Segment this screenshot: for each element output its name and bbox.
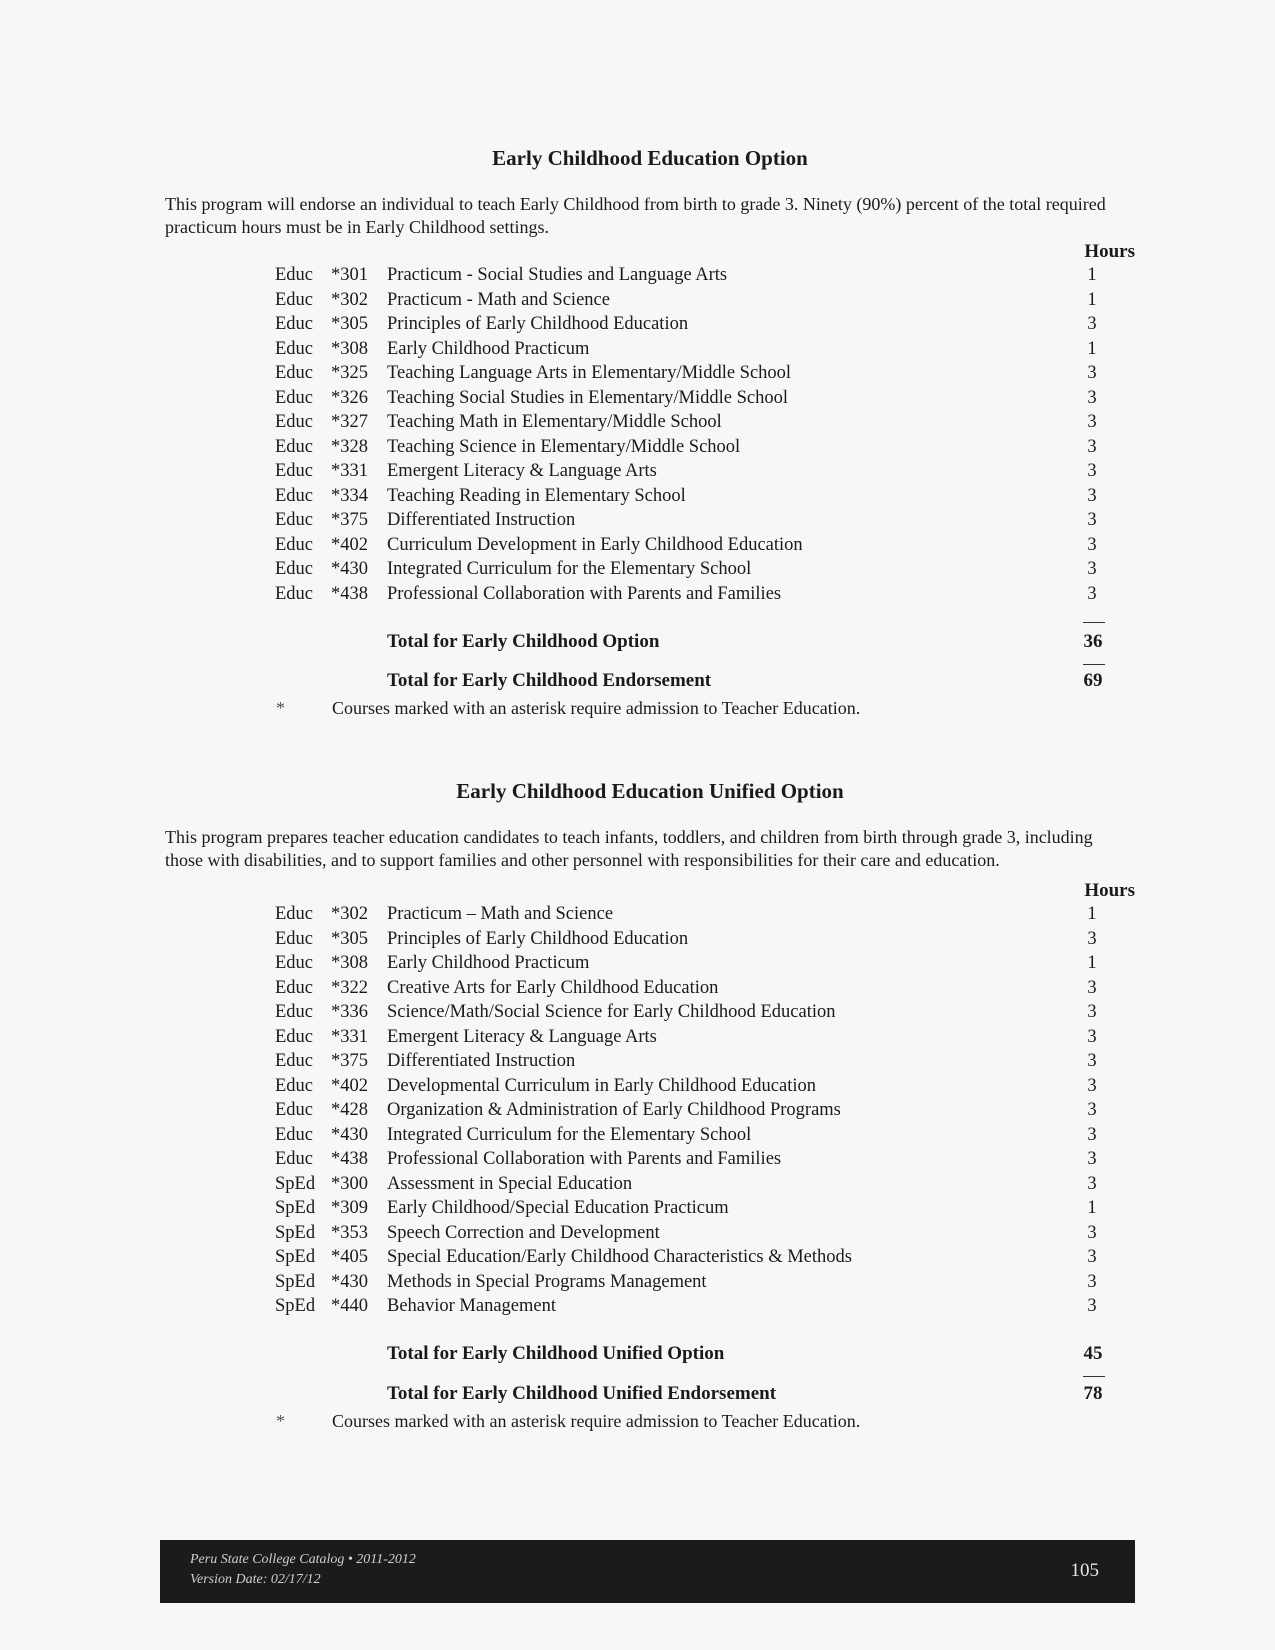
- course-dept: Educ: [275, 953, 314, 973]
- course-row: [165, 484, 1135, 509]
- course-row: [165, 410, 1135, 435]
- course-number: *438: [331, 1149, 368, 1169]
- asterisk-marker: *: [276, 698, 285, 718]
- course-hours: 3: [1087, 1173, 1097, 1194]
- total-option-row: [165, 1339, 1135, 1369]
- course-dept: SpEd: [275, 1296, 316, 1316]
- course-hours: 3: [1087, 1247, 1097, 1267]
- total-option-value: 36: [1083, 631, 1103, 652]
- course-number: *305: [331, 928, 368, 949]
- total-option-label: Total for Early Childhood Option: [387, 631, 660, 652]
- course-name: Teaching Math in Elementary/Middle School: [387, 412, 722, 432]
- course-number: *322: [331, 977, 368, 998]
- course-hours: 3: [1087, 436, 1097, 457]
- course-hours: 3: [1087, 1296, 1097, 1316]
- course-dept: Educ: [275, 559, 314, 579]
- course-hours: 1: [1087, 265, 1097, 285]
- course-number: *375: [331, 510, 368, 530]
- version-date: Version Date: 02/17/12: [190, 1572, 321, 1587]
- course-dept: SpEd: [275, 1222, 316, 1243]
- course-row: [165, 951, 1135, 976]
- course-number: *327: [331, 412, 368, 432]
- course-hours: 3: [1087, 1271, 1097, 1292]
- hours-header: Hours: [1084, 880, 1135, 901]
- course-hours: 1: [1087, 289, 1097, 310]
- course-name: Methods in Special Programs Management: [387, 1271, 707, 1292]
- total-option-label: Total for Early Childhood Unified Option: [387, 1342, 725, 1364]
- course-row: [165, 1098, 1135, 1123]
- course-name: Professional Collaboration with Parents and Families: [387, 1149, 782, 1169]
- course-name: Curriculum Development in Early Childhood Education: [387, 534, 803, 555]
- rule-row: [165, 657, 1135, 666]
- course-name: Teaching Reading in Elementary School: [387, 485, 686, 506]
- course-row: [165, 337, 1135, 362]
- course-name: Professional Collaboration with Parents and Families: [387, 583, 782, 604]
- course-number: *336: [331, 1002, 368, 1022]
- course-dept: Educ: [275, 1026, 314, 1047]
- course-row: [165, 508, 1135, 533]
- course-row: [165, 1245, 1135, 1270]
- course-name: Early Childhood Practicum: [387, 953, 590, 973]
- course-row: [165, 1147, 1135, 1172]
- course-number: *430: [331, 1271, 368, 1292]
- course-row: [165, 386, 1135, 411]
- course-number: *308: [331, 338, 368, 359]
- course-row: [165, 288, 1135, 313]
- course-dept: Educ: [275, 1149, 314, 1169]
- course-name: Developmental Curriculum in Early Childhood Education: [387, 1075, 817, 1096]
- page-footer: [160, 1540, 1135, 1603]
- course-dept: Educ: [275, 928, 314, 949]
- course-dept: SpEd: [275, 1173, 316, 1194]
- course-dept: Educ: [275, 485, 314, 506]
- total-endorsement-value: 69: [1083, 670, 1103, 691]
- course-row: [165, 1270, 1135, 1295]
- course-dept: Educ: [275, 534, 314, 555]
- course-hours: 3: [1087, 510, 1097, 530]
- course-hours: 3: [1087, 1051, 1097, 1071]
- course-hours: 3: [1087, 1026, 1097, 1047]
- course-name: Principles of Early Childhood Education: [387, 928, 689, 949]
- asterisk-note: [165, 1409, 1135, 1433]
- course-row: [165, 927, 1135, 952]
- asterisk-note: [165, 696, 1135, 720]
- course-name: Emergent Literacy & Language Arts: [387, 1026, 657, 1047]
- total-endorsement-label: Total for Early Childhood Unified Endorsement: [387, 1382, 777, 1404]
- section-intro: This program prepares teacher education candidates to teach infants, toddlers, and children from birth through grade 3, including those with disabilities, and to support families and other personnel with responsibilities for their care and education.: [165, 827, 1093, 870]
- course-number: *428: [331, 1100, 368, 1120]
- course-number: *402: [331, 534, 368, 555]
- course-name: Practicum - Math and Science: [387, 289, 610, 310]
- course-dept: SpEd: [275, 1247, 316, 1267]
- course-row: [165, 312, 1135, 337]
- course-name: Integrated Curriculum for the Elementary School: [387, 559, 752, 579]
- course-row: [165, 976, 1135, 1001]
- course-list: [165, 263, 1135, 606]
- rule-row: [165, 1369, 1135, 1379]
- course-hours: 3: [1087, 559, 1097, 579]
- course-row: [165, 557, 1135, 582]
- course-row: [165, 1221, 1135, 1246]
- course-number: *302: [331, 904, 368, 924]
- course-dept: Educ: [275, 583, 314, 604]
- total-rule: [1083, 664, 1105, 665]
- course-dept: Educ: [275, 436, 314, 457]
- course-number: *331: [331, 461, 368, 481]
- course-number: *331: [331, 1026, 368, 1047]
- asterisk-note-text: Courses marked with an asterisk require admission to Teacher Education.: [332, 1410, 861, 1431]
- course-number: *308: [331, 953, 368, 973]
- course-dept: Educ: [275, 1002, 314, 1022]
- course-number: *353: [331, 1222, 368, 1243]
- course-name: Teaching Science in Elementary/Middle School: [387, 436, 741, 457]
- course-hours: 1: [1087, 904, 1097, 924]
- course-name: Early Childhood Practicum: [387, 338, 590, 359]
- course-dept: Educ: [275, 412, 314, 432]
- asterisk-marker: *: [276, 1410, 285, 1431]
- hours-header-row: [165, 878, 1135, 902]
- course-row: [165, 902, 1135, 927]
- course-number: *405: [331, 1247, 368, 1267]
- course-number: *326: [331, 387, 368, 408]
- course-name: Speech Correction and Development: [387, 1222, 660, 1243]
- course-name: Integrated Curriculum for the Elementary School: [387, 1124, 752, 1145]
- course-number: *305: [331, 314, 368, 334]
- course-hours: 3: [1087, 1149, 1097, 1169]
- course-name: Emergent Literacy & Language Arts: [387, 461, 657, 481]
- course-dept: SpEd: [275, 1271, 316, 1292]
- course-dept: Educ: [275, 510, 314, 530]
- section-intro: This program will endorse an individual to teach Early Childhood from birth to grade 3. Ninety (90%) percent of the total required practicum hours must be in Early Childhood settings.: [165, 194, 1106, 237]
- course-number: *402: [331, 1075, 368, 1096]
- course-row: [165, 459, 1135, 484]
- course-hours: 1: [1087, 953, 1097, 973]
- early-childhood-option-section: [165, 146, 1135, 720]
- course-row: [165, 1196, 1135, 1221]
- course-row: [165, 1074, 1135, 1099]
- course-hours: 3: [1087, 485, 1097, 506]
- total-option-value: 45: [1083, 1342, 1103, 1364]
- hours-header: Hours: [1084, 241, 1135, 262]
- course-row: [165, 1294, 1135, 1319]
- course-row: [165, 533, 1135, 558]
- course-number: *301: [331, 265, 368, 285]
- course-hours: 1: [1087, 1198, 1097, 1218]
- total-endorsement-value: 78: [1083, 1382, 1103, 1404]
- course-hours: 3: [1087, 928, 1097, 949]
- page-number: 105: [1070, 1560, 1099, 1581]
- course-name: Differentiated Instruction: [387, 510, 576, 530]
- course-name: Principles of Early Childhood Education: [387, 314, 689, 334]
- course-hours: 3: [1087, 1075, 1097, 1096]
- course-list: [165, 902, 1135, 1319]
- course-hours: 3: [1087, 1100, 1097, 1120]
- course-row: [165, 263, 1135, 288]
- course-row: [165, 1049, 1135, 1074]
- total-endorsement-row: [165, 666, 1135, 696]
- course-name: Practicum – Math and Science: [387, 904, 614, 924]
- section-title: Early Childhood Education Option: [492, 146, 808, 170]
- course-number: *430: [331, 559, 368, 579]
- course-dept: Educ: [275, 1051, 314, 1071]
- course-name: Creative Arts for Early Childhood Education: [387, 977, 719, 998]
- course-name: Teaching Language Arts in Elementary/Middle School: [387, 363, 792, 383]
- course-hours: 3: [1087, 387, 1097, 408]
- total-endorsement-row: [165, 1379, 1135, 1409]
- course-name: Organization & Administration of Early Childhood Programs: [387, 1100, 841, 1120]
- course-number: *440: [331, 1296, 368, 1316]
- course-number: *438: [331, 583, 368, 604]
- course-dept: Educ: [275, 363, 314, 383]
- course-number: *302: [331, 289, 368, 310]
- course-hours: 1: [1087, 338, 1097, 359]
- course-dept: Educ: [275, 387, 314, 408]
- total-rule: [1083, 1376, 1105, 1377]
- course-dept: Educ: [275, 338, 314, 359]
- course-row: [165, 435, 1135, 460]
- course-hours: 3: [1087, 363, 1097, 383]
- course-dept: Educ: [275, 1100, 314, 1120]
- course-name: Practicum - Social Studies and Language Arts: [387, 265, 728, 285]
- course-row: [165, 361, 1135, 386]
- course-number: *430: [331, 1124, 368, 1145]
- course-hours: 3: [1087, 1222, 1097, 1243]
- course-hours: 3: [1087, 314, 1097, 334]
- course-hours: 3: [1087, 583, 1097, 604]
- course-dept: Educ: [275, 265, 314, 285]
- course-name: Behavior Management: [387, 1296, 557, 1316]
- total-option-row: [165, 627, 1135, 657]
- course-dept: Educ: [275, 289, 314, 310]
- course-dept: Educ: [275, 1075, 314, 1096]
- course-hours: 3: [1087, 461, 1097, 481]
- spacer: [165, 1319, 1135, 1339]
- course-name: Assessment in Special Education: [387, 1173, 633, 1194]
- course-dept: Educ: [275, 977, 314, 998]
- course-name: Science/Math/Social Science for Early Childhood Education: [387, 1002, 836, 1022]
- course-row: [165, 1172, 1135, 1197]
- course-dept: Educ: [275, 904, 314, 924]
- total-endorsement-label: Total for Early Childhood Endorsement: [387, 670, 712, 691]
- course-hours: 3: [1087, 1002, 1097, 1022]
- course-hours: 3: [1087, 1124, 1097, 1145]
- course-row: [165, 1000, 1135, 1025]
- course-name: Teaching Social Studies in Elementary/Middle School: [387, 387, 789, 408]
- total-rule: [1083, 622, 1105, 623]
- course-number: *334: [331, 485, 368, 506]
- asterisk-note-text: Courses marked with an asterisk require admission to Teacher Education.: [332, 698, 861, 718]
- course-hours: 3: [1087, 534, 1097, 555]
- course-row: [165, 1025, 1135, 1050]
- catalog-title: Peru State College Catalog • 2011-2012: [190, 1552, 416, 1567]
- course-row: [165, 582, 1135, 607]
- course-hours: 3: [1087, 412, 1097, 432]
- course-hours: 3: [1087, 977, 1097, 998]
- hours-header-row: [165, 239, 1135, 263]
- course-name: Early Childhood/Special Education Practicum: [387, 1198, 729, 1218]
- course-dept: SpEd: [275, 1198, 316, 1218]
- course-number: *328: [331, 436, 368, 457]
- course-number: *375: [331, 1051, 368, 1071]
- course-dept: Educ: [275, 314, 314, 334]
- course-number: *325: [331, 363, 368, 383]
- course-number: *300: [331, 1173, 368, 1194]
- section-title: Early Childhood Education Unified Option: [456, 779, 844, 803]
- course-dept: Educ: [275, 461, 314, 481]
- rule-row: [165, 606, 1135, 627]
- course-number: *309: [331, 1198, 368, 1218]
- course-row: [165, 1123, 1135, 1148]
- course-name: Differentiated Instruction: [387, 1051, 576, 1071]
- course-dept: Educ: [275, 1124, 314, 1145]
- early-childhood-unified-option-section: [165, 779, 1135, 1433]
- course-name: Special Education/Early Childhood Characteristics & Methods: [387, 1247, 852, 1267]
